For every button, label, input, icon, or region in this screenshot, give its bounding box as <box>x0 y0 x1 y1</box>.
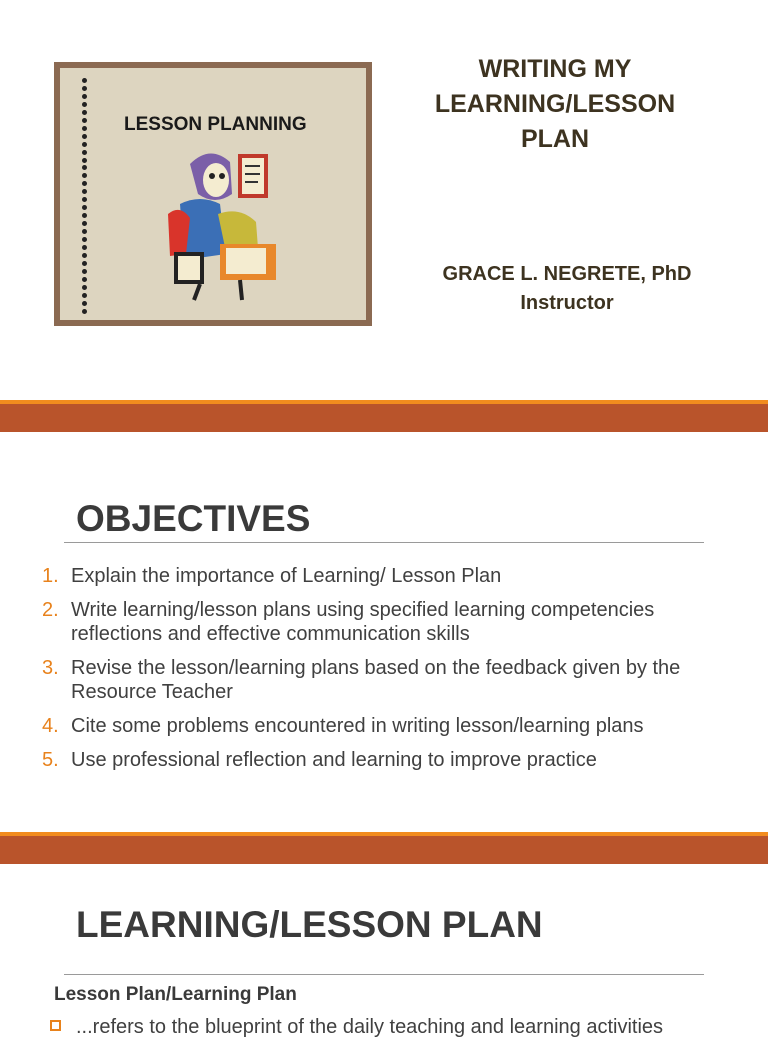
spiral-binding <box>82 78 88 314</box>
item-text: Write learning/lesson plans using specified learning competencies reflections and effective communication skills <box>71 599 655 645</box>
objectives-list <box>42 564 682 782</box>
slide-heading: LEARNING/LESSON PLAN <box>76 904 543 945</box>
bullet-text: ...refers to the blueprint of the daily teaching and learning activities <box>76 1016 664 1038</box>
item-text: Explain the importance of Learning/ Lesson Plan <box>71 565 502 587</box>
list-item <box>42 748 682 772</box>
image-caption: LESSON PLANNING <box>124 114 307 135</box>
lesson-plan-slide <box>0 864 768 1038</box>
item-text: Revise the lesson/learning plans based on the feedback given by the Resource Teacher <box>71 657 681 703</box>
item-number: 2. <box>42 599 59 621</box>
item-number: 1. <box>42 565 59 587</box>
heading-rule <box>64 542 704 543</box>
author-block <box>410 260 724 318</box>
presentation-title: WRITING MY LEARNING/LESSON PLAN <box>434 55 676 153</box>
objectives-slide <box>0 432 768 832</box>
item-number: 5. <box>42 749 59 771</box>
author-role: Instructor <box>520 292 614 314</box>
item-number: 3. <box>42 657 59 679</box>
notebook-page <box>60 68 366 320</box>
bullet-box-icon <box>50 1020 61 1031</box>
list-item <box>42 656 682 704</box>
teacher-clipart-icon <box>160 144 280 304</box>
author-name: GRACE L. NEGRETE, PhD <box>442 263 692 285</box>
slide-subheading: Lesson Plan/Learning Plan <box>54 984 297 1005</box>
list-item <box>42 564 682 588</box>
list-item <box>42 714 682 738</box>
lesson-planning-image <box>54 62 372 326</box>
item-text: Use professional reflection and learning to improve practice <box>71 749 597 771</box>
list-item <box>42 598 682 646</box>
item-number: 4. <box>42 715 59 737</box>
slide-divider-bar <box>0 400 768 432</box>
heading-rule <box>64 974 704 975</box>
slide-divider-bar <box>0 832 768 864</box>
title-slide <box>0 0 768 400</box>
slide-heading: OBJECTIVES <box>76 498 311 539</box>
item-text: Cite some problems encountered in writing lesson/learning plans <box>71 715 644 737</box>
